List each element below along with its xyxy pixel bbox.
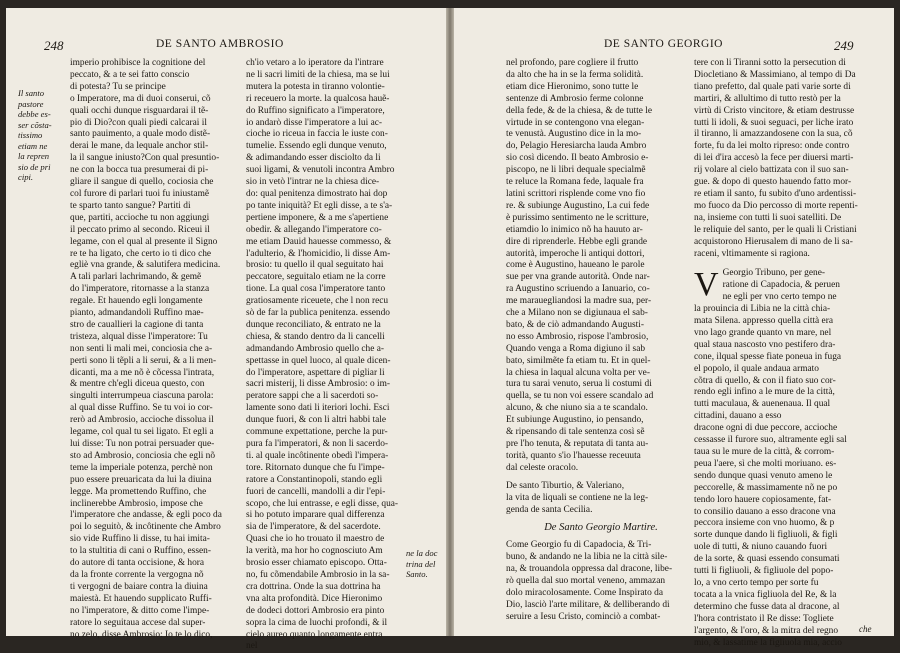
text-line: io andarò disse l'imperatore a lui ac- (246, 117, 383, 128)
text-line: forte, fu da lei molto ripreso: onde contro (694, 141, 850, 152)
text-line: chiesa, & stando dentro da li cancelli (246, 331, 385, 342)
text-line: latini scrittori risplende come vno fio (506, 188, 646, 199)
text-line: gliare il sangue di quello, cociosia che (70, 177, 214, 188)
text-line: cra dottrina. Onde la sua dottrina ha (246, 581, 381, 592)
right-column-2-top (694, 58, 894, 260)
text-line: mata Silena. appresso quella città era (694, 316, 834, 327)
text-line: que, partiti, accioche tu non aggiungi (70, 212, 210, 223)
text-line: peratore sappi che a li sacerdoti so- (246, 391, 379, 402)
text-line: po tante iniquità? Et egli disse, a te s'a- (246, 200, 393, 211)
text-line: sue per vna grande autorità. Onde nar- (506, 272, 650, 283)
page-number-left: 248 (44, 38, 64, 53)
text-line: pura fa l'imperatori, & non li sacerdo- (246, 439, 389, 449)
drop-cap: V (694, 266, 719, 304)
text-line: ratione di Capadocia, & peruen (722, 280, 840, 291)
text-line: mio, & lassatime la figliuola mia, accio (694, 637, 842, 648)
text-line: lui disse: Tu non potrai persuader que- (70, 439, 215, 449)
text-line: vno lago grande quanto vn mare, nel (694, 327, 832, 338)
text-line: il peccato primo al secondo. Riceui il (70, 224, 210, 235)
text-line: & adimandando esser disciolto da li (246, 153, 381, 164)
text-line: fuori de cancelli, mandolli a dir l'epi- (246, 486, 386, 497)
right-column-2 (694, 58, 894, 649)
text-line: pertiene imponere, & a me s'apertiene (246, 212, 389, 223)
text-line: dunque reconciliato, & entrato ne la (246, 319, 381, 330)
text-line: peccorelle, & massimamente nõ ne po (694, 482, 838, 493)
text-line: na, & trouandola oppressa dal dracone, libe- (506, 564, 673, 575)
text-line: singulti interrumpeua ciascuna parola: (70, 391, 214, 402)
text-line: tocata a la vnica figliuola del Re, & la (694, 589, 837, 600)
text-line: to consilio dauano a esso dracone vna (694, 506, 836, 517)
text-line: la repren (18, 151, 50, 161)
text-line: virtude in se contengono vna elegan- (506, 117, 645, 128)
text-line: dal celeste oracolo. (506, 462, 579, 473)
text-line: regale. Et hauendo egli longamente (70, 296, 203, 307)
text-line: ne egli per vno certo tempo ne (722, 292, 837, 303)
text-line: dunque fuori, & con li altri habbi tale (246, 415, 387, 426)
text-line: commune expettatione, perche la pur- (246, 427, 388, 438)
text-line: teme la imperiale potenza, perchè non (70, 462, 213, 473)
text-line: rendo egli infino a le mure de la città, (694, 387, 835, 398)
text-line: le reliquie del santo, per le quali li Cristiani (694, 224, 857, 235)
text-line: tiano prefetto, dal quale pati varie sorte di (694, 81, 851, 92)
text-line: Diocletiano & Massimiano, al tempo di Da (694, 69, 856, 80)
text-line: ti. al quale incôtinente obedì l'impera- (246, 450, 389, 461)
text-line: etiamdio lo inimico nõ ha hauuto ar- (506, 224, 643, 235)
text-line: da alto che ha in se la ferma solidità. (506, 69, 644, 80)
text-line: do: qual penitenza dimostrato hai dop (246, 188, 388, 199)
text-line: la il sangue iniusto?Con qual presuntio- (70, 153, 220, 164)
text-line: de la sorte, & quasi essendo consumati (694, 554, 840, 565)
text-line: legame, con el qual al presente il Signo (70, 236, 218, 247)
text-line: re. & subiunge Augustino, La cui fede (506, 200, 650, 211)
text-line: santo pauimento, a quale modo distẽ- (70, 129, 211, 140)
text-line: spettasse in quel luoco, al quale dicen- (246, 355, 391, 366)
text-line: della fede, & de la chiesa, & de tutte le (506, 105, 653, 116)
text-line: pianto, admandandoli Ruffino mae- (70, 308, 204, 319)
text-line: peua l'aere, sì che molti moriuano. es- (694, 458, 837, 469)
text-line: sendo dunque quasi venuto ameno le (694, 470, 833, 481)
text-line: di potesta? Tu se principe (70, 81, 166, 92)
text-line: De santo Tiburtio, & Valeriano, (506, 480, 625, 491)
text-line: admandando Ambrosio quello che a- (246, 343, 384, 354)
text-line: sio così dicendo. Il beato Ambrosio e- (506, 153, 649, 164)
text-line: quali occhi dunque risguardarai il tẽ- (70, 105, 209, 116)
text-line: genda de santa Cecilia. (506, 504, 593, 515)
text-line: tutti li idoli, & suoi seguaci, per liche irato (694, 117, 854, 128)
text-line: la prouincia di Libia ne la città chia- (694, 304, 831, 315)
text-line: te venustà. Augustino dice in la mo- (506, 129, 642, 140)
book-gutter (446, 8, 454, 636)
text-line: Il santo (18, 88, 45, 98)
text-line: ratore lo seguitaua accese dal super- (70, 617, 206, 628)
text-line: dolo miracolosamente. Come Inspirato da (506, 587, 663, 598)
text-line: legge. Ma promettendo Ruffino, che (70, 486, 207, 497)
text-line: & mentre ch'egli diceua questo, con (70, 379, 205, 390)
text-line: ri receuero la morte. la qualcosa hauẽ- (246, 93, 390, 104)
text-line: come è Augustino, haueano le parole (506, 260, 645, 271)
text-line: Come Georgio fu di Capadocia, & Tri- (506, 540, 652, 551)
text-line: Quando venga a Roma digiuno il sab (506, 343, 646, 354)
text-line: martiri, & allultimo di tutto restò per la (694, 93, 841, 104)
text-line: brosio: tu quello il qual seguitato hai (246, 260, 384, 271)
text-line: buno, & andando ne la libia ne la città sile- (506, 552, 668, 563)
text-line: cõtra di quello, & con il fiato suo cor- (694, 375, 836, 386)
text-line: sorte dunque dando li figliuoli, & figli (694, 530, 838, 541)
text-line: imperio prohibisce la cognitione del (70, 58, 206, 68)
margin-note-left (18, 88, 52, 183)
text-line: dire di riprenderle. Hebbe egli grande (506, 236, 648, 247)
text-line: ne li sacri limiti de la chiesa, ma se lui (246, 69, 390, 80)
text-line: raceni, vltimamente si ragiona. (694, 248, 810, 259)
text-line: alcuno, & che niuno sia a te scandalo. (506, 403, 648, 414)
text-line: A tali parlari lachrimando, & gemẽ (70, 272, 202, 283)
georgio-body (694, 268, 894, 649)
text-line: legame, col qual tu sei ligato. Et egli a (70, 427, 214, 438)
text-line: tura tu sarai venuto, serua li costumi di (506, 379, 652, 390)
text-line: sentenze di Ambrosio ferme colonne (506, 93, 644, 104)
text-line: ra Augustino scriuendo a Ianuario, co- (506, 284, 650, 295)
text-line: maiestà. Et hauendo supplicato Ruffi- (70, 593, 212, 604)
text-line: rij volare al cielo battizata con il suo san- (694, 165, 849, 176)
text-line: Quasi che io ho trouato il maestro de (246, 534, 385, 545)
text-line: ser cõsta- (18, 119, 52, 130)
text-line: acquistorono Hierusalem di mano de li sa- (694, 236, 853, 247)
text-line: Et subiunge Augustino, io pensando, (506, 415, 644, 426)
text-line: autorità, imperoche li antiqui dottori, (506, 248, 645, 259)
text-line: pastore (18, 98, 44, 109)
text-line: non senti li mali mei, conciosia che a- (70, 343, 213, 354)
text-line: brosio esser chiamato episcopo. Otta- (246, 558, 387, 569)
text-line: l'argento, & l'oro, & la mitra del regno (694, 625, 839, 636)
text-line: bato, & de ciò admandando Augusti- (506, 319, 644, 330)
text-line: l'hora contristato il Re disse: Togliete (694, 613, 834, 624)
text-line: virtù di Cristo vincitore, & etiam destrusse (694, 105, 855, 116)
text-line: sio vide Ruffino li disse, tu hai imita- (70, 534, 210, 545)
text-line: bato, similmẽte fa etiam tu. Et in quel- (506, 355, 651, 366)
text-line: ne la doc (406, 548, 438, 558)
text-line: te sparto tanto sangue? Partiti di (70, 200, 191, 211)
text-line: tendo loro hauere copiosamente, fat- (694, 494, 832, 505)
text-line: to la stultitia di cani o Ruffino, essen- (70, 546, 211, 557)
left-column-1 (70, 58, 222, 641)
text-line: sia de l'imperatore, & del sacerdote. (246, 522, 381, 533)
text-line: pre l'ho tenuta, & reputata di tanta au- (506, 439, 649, 449)
text-line: il tiranno, li amazzandosene con la sua, cõ (694, 129, 853, 140)
text-line: l'adulterio, & l'homicidio, li disse Am- (246, 248, 391, 259)
text-line: inclinerebbe Ambrosio, impose che (70, 498, 203, 509)
margin-note-left-bottom (406, 548, 438, 580)
text-line: na, insieme con tutti li suoi satelliti. De (694, 212, 842, 223)
text-line: do autore di tanta occisione, & hora (70, 558, 205, 569)
text-line: dracone ogni di due peccore, accioche (694, 423, 838, 434)
text-line: no l'imperatore, & ditto come l'impe- (70, 605, 210, 616)
text-line: no, fu cõmendabile Ambrosio in la sa- (246, 569, 390, 580)
text-line: peccatore, seguitalo etiam ne la corre (246, 272, 386, 283)
text-line: me marauegliandosi la madre sua, per- (506, 296, 652, 307)
text-line: sio de pri (18, 161, 51, 172)
text-line: ch'io vetaro a lo iperatore da l'intrare (246, 58, 384, 68)
text-line: nel profondo, pare cogliere il frutto (506, 58, 639, 68)
text-line: è purissimo sentimento ne le scritture, (506, 212, 649, 223)
text-line: ti vergogni de baiare contra la diuina (70, 581, 208, 592)
tiburtio-note (506, 481, 696, 517)
running-head-left: DE SANTO AMBROSIO (156, 38, 284, 50)
text-line: etiam dice Hieronimo, sono tutte le (506, 81, 639, 92)
text-line: mutera la potesta in tiranno volontie- (246, 81, 385, 92)
text-line: puo essere preuaricata da lui la diuina (70, 474, 212, 485)
text-line: & ripensando di tale sentenza così sẽ (506, 427, 645, 438)
text-line: la chiesa in laqual alcuna volta per ve- (506, 367, 650, 378)
text-line: uole di tutti, & niuno cauando fuori (694, 542, 828, 553)
text-line: no esso Ambrosio, rispose l'ambrosio, (506, 331, 649, 342)
text-line: lo, a vno certo tempo per sorte fu (694, 577, 819, 588)
text-line: mo fuoco da Dio percosso di morte repenti- (694, 200, 858, 211)
text-line: taua su le mure de la città, & corrom- (694, 447, 835, 457)
text-line: l'imperatore che andasse, & egli poco da (70, 510, 222, 521)
text-line: tumelie. Essendo egli dunque venuto, (246, 141, 387, 152)
text-line: seruire a Iesu Cristo, cominciò a combat- (506, 611, 661, 622)
text-line: si ho potuto imparare qual differenza (246, 510, 385, 521)
text-line: quella, se tu non voi essere scandalo ad (506, 391, 654, 402)
text-line: cioche io riceua in faccia le iuste con- (246, 129, 388, 140)
text-line: piscopo, ne li libri dequale specialmẽ (506, 165, 646, 176)
text-line: sio in vetò l'intrar ne la chiesa dice- (246, 177, 380, 188)
text-line: tissimo (18, 130, 43, 140)
text-line: sò de far la publica penitenza. essendo (246, 308, 390, 319)
georgio-body-rest (694, 304, 894, 649)
text-line: me etiam Dauid hauesse commesso, & (246, 236, 392, 247)
text-line: determino che fusse data al dracone, al (694, 601, 840, 612)
text-line: tristeza, alqual disse l'imperatore: Tu (70, 331, 208, 342)
text-line: sopra la cima de luochi profondi, & il (246, 617, 388, 628)
text-line: vna alta profondità. Dice Hieronimo (246, 593, 383, 604)
text-line: el popolo, il quale andaua armato (694, 363, 819, 374)
text-line: tutti maculaua, & auenenaua. Il qual (694, 399, 831, 410)
text-line: no zelo, disse Ambrosio: Io te lo dico, (70, 629, 213, 640)
left-column-2 (246, 58, 398, 653)
text-line: do l'imperatore, aspettare di pigliar li (246, 367, 385, 378)
text-line: re te ha ligato, che certo io ti dico che (70, 248, 212, 259)
running-head-right: DE SANTO GEORGIO (604, 38, 723, 50)
text-line: da la fronte corrente la vergogna nõ (70, 569, 204, 580)
text-line: do l'imperatore, ritornasse a la stanza (70, 284, 210, 295)
chapter-title-georgio: De Santo Georgio Martire. (544, 522, 658, 534)
text-line: al qual disse Ruffino. Se tu voi io cor- (70, 403, 213, 414)
text-line: Dio, lasciò l'arte militare, & delliberando di (506, 599, 670, 610)
text-line: o Imperatore, ma di duoi conserui, cõ (70, 93, 211, 104)
text-line: de dodeci dottori Ambrosio era pinto (246, 605, 385, 616)
book-spread (6, 8, 894, 652)
text-line: gratiosamente riceuete, che l non recu (246, 296, 389, 307)
text-line: cipi. (18, 172, 34, 182)
text-line: tere con li Tiranni sotto la persecution di (694, 58, 846, 68)
page-number-right: 249 (834, 38, 854, 53)
text-line: perti sono li tẽpli a li serui, & a li men- (70, 355, 217, 366)
text-line: egliè vna grande, & salutifera medicina. (70, 260, 221, 271)
text-line: la verità, ma hor ho cognosciuto Am (246, 546, 383, 557)
text-line: tione. La qual cosa l'imperatore tanto (246, 284, 386, 295)
text-line: suoi ligami, & venutoli incontra Ambro (246, 165, 395, 176)
right-column-1-top (506, 58, 696, 475)
text-line: cielo aureo quanto longamente entra (246, 629, 383, 640)
right-column-1 (506, 58, 696, 624)
text-line: gue. & dopo di questo hauendo fatto mor- (694, 177, 852, 188)
text-line: peccora insieme con vno huomo, & p (694, 518, 835, 529)
text-line: nel (246, 641, 258, 652)
text-line: di lei d'ira accesò la fece per diuersi marti- (694, 153, 854, 164)
text-line: debbe es- (18, 109, 51, 119)
text-line: te reluce la Romana fede, laquale fra (506, 177, 644, 188)
catchword: che (859, 624, 872, 634)
text-line: do Ruffino significato a l'imperatore, (246, 105, 385, 116)
text-line: cone, ilqual spesse fiate poneua in fuga (694, 351, 842, 362)
text-line: cessasse il furore suo, altramente egli sal (694, 435, 847, 446)
text-line: Georgio Tribuno, per gene- (722, 268, 825, 279)
text-line: etiam ne (18, 140, 48, 151)
right-page (454, 8, 894, 648)
text-line: Santo. (406, 569, 428, 579)
text-line: torità, quanto s'io l'hauesse receuuta (506, 450, 641, 461)
text-line: cittadini, dauano a esso (694, 411, 782, 422)
text-line: dicanti, ma a me nõ è cõcessa l'intrata, (70, 367, 215, 378)
left-page (6, 8, 446, 652)
text-line: re etiam il santo, fu subito d'uno ardentissi- (694, 188, 857, 199)
text-line: stro de cauallieri la cagione di tanta (70, 319, 204, 330)
text-line: lamente sono dati li iteriori lochi. Esci (246, 403, 390, 414)
text-line: sacri misterij, li disse Ambrosio: o im- (246, 379, 390, 390)
text-line: scopo, che lui entrasse, e egli disse, qua- (246, 498, 399, 509)
georgio-body-first-lines (694, 268, 894, 304)
text-line: trina del (406, 558, 436, 569)
chapter-summary (506, 540, 696, 623)
text-line: la vita de liquali se contiene ne la leg- (506, 492, 649, 503)
text-line: do, Pelagio Heresiarcha lauda Ambro (506, 141, 647, 152)
text-line: peccato, & a te sei fatto conscio (70, 69, 190, 80)
text-line: col furore di parlari tuoi fu iniustamẽ (70, 188, 210, 199)
text-line: obedir. & allegando l'imperatore co- (246, 224, 382, 235)
text-line: pio di Dio?con quali piedi calcarai il (70, 117, 207, 128)
text-line: tore. Ritornato dunque che fu l'impe- (246, 462, 385, 473)
text-line: tutti li figliuoli, & figliuole del popo- (694, 566, 834, 577)
text-line: qual staua nascosto vno pestifero dra- (694, 339, 836, 350)
text-line: ratore a Constantinopoli, stando egli (246, 474, 383, 485)
text-line: poi lo seguitò, & incôtinente che Ambro (70, 522, 221, 533)
text-line: sto ad Ambrosio, conciosia che egli nõ (70, 450, 216, 461)
text-line: che a Milano non se digiunaua el sab- (506, 308, 648, 319)
text-line: rò quella dal suo mortal veneno, ammazan (506, 576, 666, 587)
text-line: ne con la bocca tua presumerai di pi- (70, 165, 209, 176)
text-line: derai le mane, da lequale anchor stil- (70, 141, 209, 152)
text-line: rerò ad Ambrosio, accioche dissolua il (70, 415, 214, 426)
